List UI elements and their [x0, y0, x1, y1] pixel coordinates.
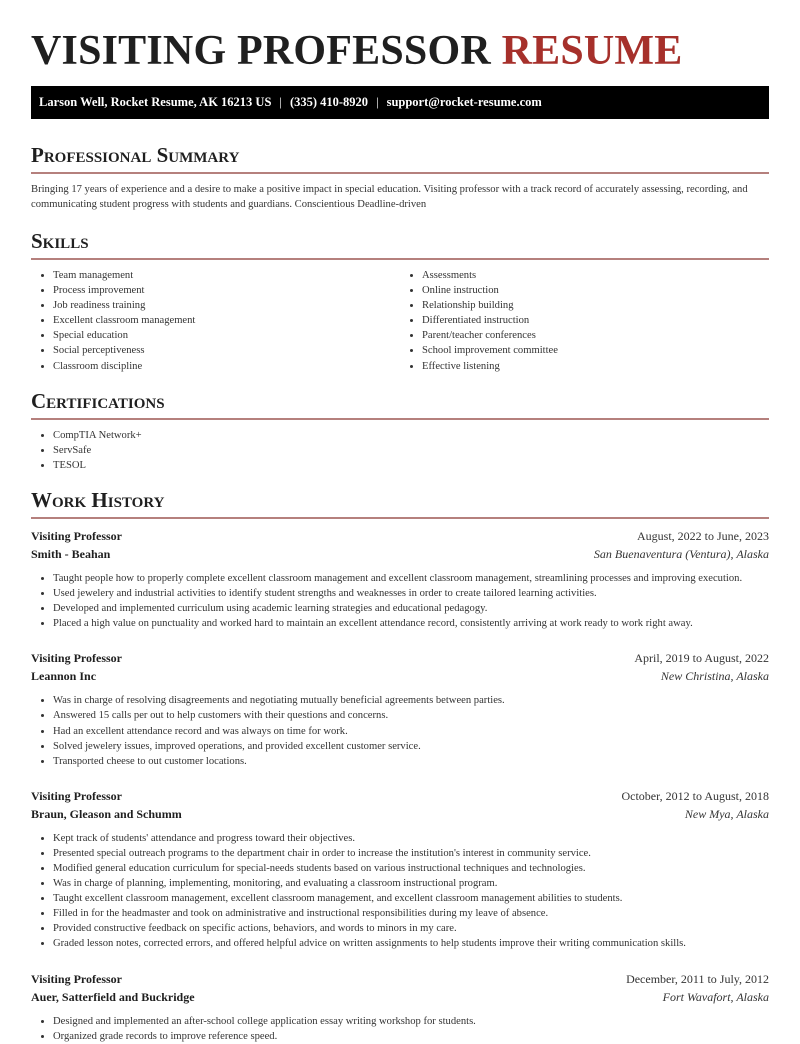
job-bullet: • Was in charge of planning, implementing, monitoring, and evaluating a classroom instructional program.	[53, 876, 769, 891]
job-bullet: • Answered 15 calls per out to help customers with their questions and concerns.	[53, 708, 769, 723]
job-bullet: • Graded lesson notes, corrected errors, and offered helpful advice on written assignments to help students improve their writing communication skills.	[53, 936, 769, 951]
job-bullet: • Developed and implemented curriculum using academic learning strategies and educational pedagogy.	[53, 601, 769, 616]
job-bullet: • Placed a high value on punctuality and worked hard to maintain an excellent attendance record, consistently arriving at work ready to work right away.	[53, 616, 769, 631]
job-header-row	[31, 527, 769, 545]
skill-item: • Excellent classroom management	[53, 313, 400, 328]
skill-item: • Job readiness training	[53, 298, 400, 313]
job-title: Visiting Professor	[31, 651, 122, 666]
skills-section	[31, 228, 769, 374]
job-company: Auer, Satterfield and Buckridge	[31, 989, 195, 1004]
skill-item: • Assessments	[422, 268, 769, 283]
skill-item: • Parent/teacher conferences	[422, 328, 769, 343]
skills-list-right	[400, 268, 769, 374]
certification-item: • ServSafe	[53, 443, 769, 458]
job-bullets	[31, 831, 769, 952]
job-bullet: • Transported cheese to out customer locations.	[53, 754, 769, 769]
job-dates: December, 2011 to July, 2012	[626, 971, 769, 986]
certification-item: • TESOL	[53, 458, 769, 473]
section-heading: Work History	[31, 487, 769, 519]
job-dates: August, 2022 to June, 2023	[637, 528, 769, 543]
job-bullet: • Organized grade records to improve reference speed.	[53, 1029, 769, 1044]
job-bullet: • Used jewelery and industrial activities to identify student strengths and weaknesses in order to create tailored learning activities.	[53, 586, 769, 601]
job-company: Leannon Inc	[31, 669, 97, 684]
skill-item: • Relationship building	[422, 298, 769, 313]
job-bullets	[31, 571, 769, 631]
resume-title	[31, 0, 769, 77]
job-bullet: • Taught excellent classroom management, excellent classroom management, and excellent classroom management abilities to students.	[53, 891, 769, 906]
skill-item: • School improvement committee	[422, 343, 769, 358]
job-subheader-row	[31, 988, 769, 1006]
job-title: Visiting Professor	[31, 528, 122, 543]
certifications-section	[31, 388, 769, 473]
contact-separator: |	[376, 95, 379, 109]
job-location: Fort Wavafort, Alaska	[662, 989, 769, 1004]
job-bullets	[31, 1014, 769, 1044]
job-bullet: • Provided constructive feedback on specific actions, behaviors, and words to minors in my care.	[53, 921, 769, 936]
job-header-row	[31, 970, 769, 988]
job-title: Visiting Professor	[31, 788, 122, 803]
contact-bar	[31, 86, 769, 119]
job-entry	[31, 527, 769, 631]
skill-item: • Social perceptiveness	[53, 343, 400, 358]
contact-email[interactable]: support@rocket-resume.com	[386, 95, 542, 109]
contact-address: Larson Well, Rocket Resume, AK 16213 US	[39, 95, 272, 109]
job-entry	[31, 649, 769, 768]
job-company: Braun, Gleason and Schumm	[31, 806, 182, 821]
job-bullet: • Solved jewelery issues, improved operations, and provided excellent customer service.	[53, 739, 769, 754]
job-bullet: • Designed and implemented an after-school college application essay writing workshop for students.	[53, 1014, 769, 1029]
section-heading: Professional Summary	[31, 142, 769, 174]
job-subheader-row	[31, 545, 769, 563]
skill-item: • Effective listening	[422, 359, 769, 374]
job-entry	[31, 970, 769, 1044]
skill-item: • Differentiated instruction	[422, 313, 769, 328]
job-bullet: • Presented special outreach programs to the department chair in order to increase the institution's interest in community service.	[53, 846, 769, 861]
job-location: San Buenaventura (Ventura), Alaska	[593, 546, 769, 561]
skill-item: • Special education	[53, 328, 400, 343]
job-dates: April, 2019 to August, 2022	[634, 651, 769, 666]
job-entry	[31, 787, 769, 952]
job-location: New Mya, Alaska	[684, 806, 769, 821]
job-bullet: • Filled in for the headmaster and took on administrative and instructional responsibilities during my leave of absence.	[53, 906, 769, 921]
job-bullet: • Modified general education curriculum for special-needs students based on various instructional techniques and technologies.	[53, 861, 769, 876]
job-bullet: • Taught people how to properly complete excellent classroom management and excellent classroom management, streamlining processes and improving execution.	[53, 571, 769, 586]
certifications-list	[31, 428, 769, 473]
job-header-row	[31, 649, 769, 667]
job-bullets	[31, 693, 769, 768]
contact-phone[interactable]: (335) 410-8920	[289, 95, 369, 109]
job-bullet: • Kept track of students' attendance and progress toward their objectives.	[53, 831, 769, 846]
skill-item: • Online instruction	[422, 283, 769, 298]
skills-columns	[31, 268, 769, 374]
title-accent: RESUME	[501, 28, 683, 74]
job-dates: October, 2012 to August, 2018	[621, 788, 769, 803]
title-main: VISITING PROFESSOR	[31, 28, 491, 74]
summary-text: Bringing 17 years of experience and a desire to make a positive impact in special education. Visiting professor with a track record of accurately assessing, recording, and communicating student progress with students and guardians. Conscientious Deadline-driven	[31, 184, 748, 210]
job-company: Smith - Beahan	[31, 546, 111, 561]
skill-item: • Classroom discipline	[53, 359, 400, 374]
job-subheader-row	[31, 667, 769, 685]
job-location: New Christina, Alaska	[660, 669, 769, 684]
certification-item: • CompTIA Network+	[53, 428, 769, 443]
work-history-section	[31, 487, 769, 1044]
skills-list-left	[31, 268, 400, 374]
professional-summary-section	[31, 142, 769, 212]
section-heading: Skills	[31, 228, 769, 260]
job-subheader-row	[31, 805, 769, 823]
section-heading: Certifications	[31, 388, 769, 420]
contact-separator: |	[279, 95, 282, 109]
job-title: Visiting Professor	[31, 971, 122, 986]
skill-item: • Process improvement	[53, 283, 400, 298]
skill-item: • Team management	[53, 268, 400, 283]
job-bullet: • Had an excellent attendance record and was always on time for work.	[53, 724, 769, 739]
job-bullet: • Was in charge of resolving disagreements and negotiating mutually beneficial agreements between parties.	[53, 693, 769, 708]
job-header-row	[31, 787, 769, 805]
